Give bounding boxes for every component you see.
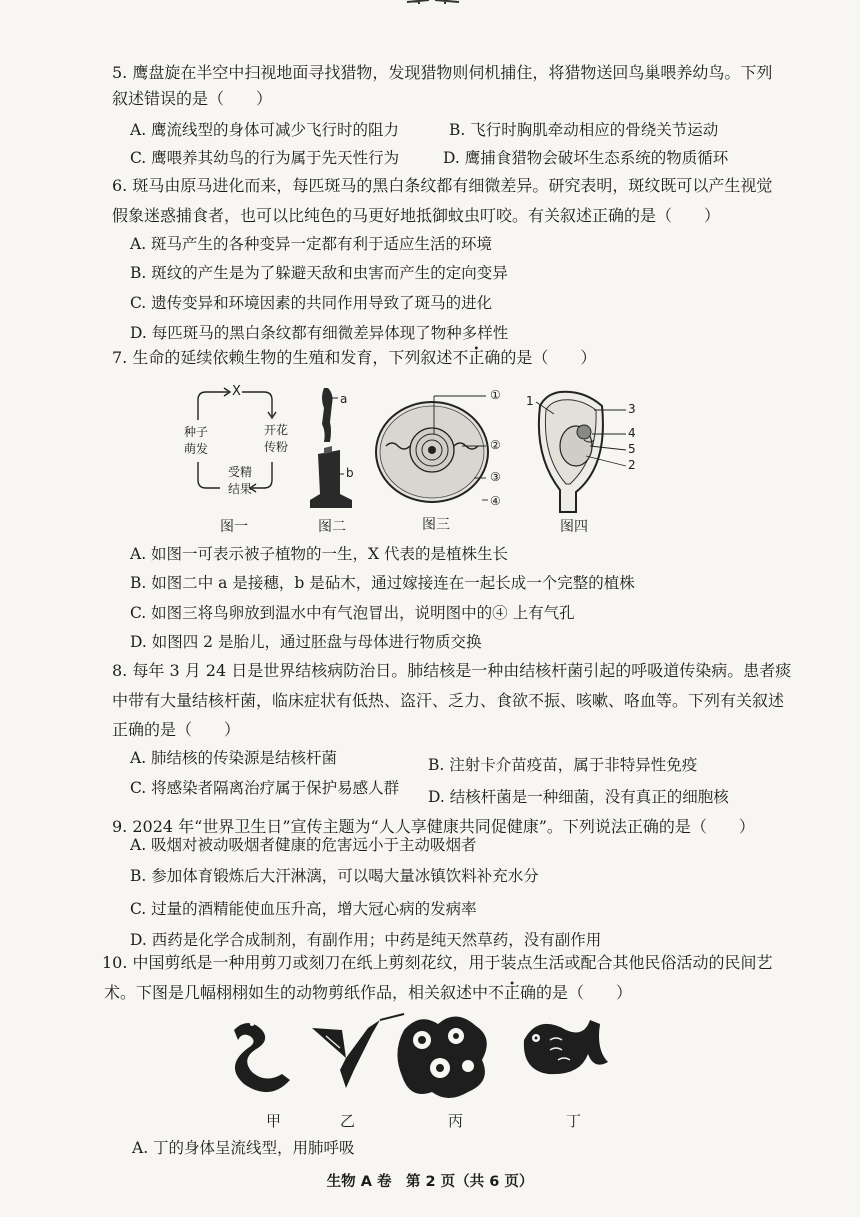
q9-option-b: B. 参加体育锻炼后大汗淋漓，可以喝大量冰镇饮料补充水分 [130, 867, 539, 885]
q6-option-a: A. 斑马产生的各种变异一定都有利于适应生活的环境 [130, 235, 493, 253]
q7-option-b: B. 如图二中 a 是接穗，b 是砧木，通过嫁接连在一起长成一个完整的植株 [130, 574, 635, 592]
q5-option-c: C. 鹰喂养其幼鸟的行为属于先天性行为 [130, 149, 400, 167]
q5-stem-line2: 叙述错误的是（ ） [112, 89, 273, 108]
q6-stem-line2: 假象迷惑捕食者，也可以比纯色的马更好地抵御蚊虫叮咬。有关叙述正确的是（ ） [112, 206, 721, 225]
fig4-label-1: 1 [526, 394, 534, 408]
fig3-label-1: ① [490, 388, 501, 402]
q10-stem-line1: 10. 中国剪纸是一种用剪刀或刻刀在纸上剪刻花纹，用于装点生活或配合其他民俗活动的民间艺 [102, 953, 773, 972]
q7-stem-pre: 7. 生命的延续依赖生物的生殖和发育，下列叙述 [112, 348, 453, 367]
fig3-label-2: ② [490, 438, 501, 452]
page-top-mark [405, 0, 461, 10]
fig4-caption: 图四 [560, 519, 588, 535]
q8-stem-line2: 中带有大量结核杆菌，临床症状有低热、盗汗、乏力、食欲不振、咳嗽、咯血等。下列有关叙述 [112, 691, 785, 710]
fig2-caption: 图二 [318, 519, 346, 535]
fig3-label-4: ④ [490, 494, 501, 508]
q5-option-a: A. 鹰流线型的身体可减少飞行时的阻力 [130, 121, 400, 139]
q8-option-b: B. 注射卡介苗疫苗，属于非特异性免疫 [428, 756, 698, 774]
q10-stem-pre: 术。下图是几幅栩栩如生的动物剪纸作品，相关叙述中 [104, 983, 489, 1002]
q7-stem [112, 343, 596, 373]
figure-4-fetus [524, 386, 644, 534]
fig4-label-2: 2 [628, 458, 636, 472]
paper-cut-label-2: 乙 [340, 1112, 356, 1130]
fig4-label-4: 4 [628, 426, 636, 440]
paper-cut-label-4: 丁 [566, 1112, 582, 1130]
paper-cut-label-1: 甲 [266, 1112, 282, 1130]
q6-option-c: C. 遗传变异和环境因素的共同作用导致了斑马的进化 [130, 294, 493, 312]
fig1-caption: 图一 [220, 519, 248, 535]
q10-option-a: A. 丁的身体呈流线型，用肺呼吸 [132, 1139, 355, 1157]
q9-option-c: C. 过量的酒精能使血压升高，增大冠心病的发病率 [130, 900, 477, 918]
fig4-label-3: 3 [628, 402, 636, 416]
q7-stem-post: 的是（ ） [500, 348, 597, 367]
fig3-caption: 图三 [422, 517, 450, 533]
paper-cut-fish [524, 1020, 608, 1074]
q8-stem-line3: 正确的是（ ） [112, 720, 241, 739]
fig3-label-3: ③ [490, 470, 501, 484]
q10-stem-line2 [104, 978, 632, 1008]
fig1-top-label: X [232, 384, 241, 399]
figure-3-bird-egg [374, 390, 510, 532]
q7-option-a: A. 如图一可表示被子植物的一生，X 代表的是植株生长 [130, 545, 509, 563]
q5-option-d: D. 鹰捕食猎物会破坏生态系统的物质循环 [443, 149, 729, 167]
fig1-bottom-label: 受精 结果 [228, 465, 253, 496]
q8-option-d: D. 结核杆菌是一种细菌，没有真正的细胞核 [428, 788, 729, 806]
fig1-left-label: 种子 萌发 [184, 425, 209, 456]
q8-option-c: C. 将感染者隔离治疗属于保护易感人群 [130, 779, 400, 797]
paper-cut-bird [312, 1014, 404, 1088]
q6-stem-line1: 6. 斑马由原马进化而来，每匹斑马的黑白条纹都有细微差异。研究表明，斑纹既可以产生视觉 [112, 176, 773, 195]
q9-stem: 9. 2024 年“世界卫生日”宣传主题为“人人享健康共同促健康”。下列说法正确的是（ ） [112, 817, 755, 836]
q9-option-d: D. 西药是化学合成制剂，有副作用；中药是纯天然草药，没有副作用 [130, 931, 602, 949]
paper-cut-label-3: 丙 [448, 1112, 464, 1130]
q10-stem-post: 的是（ ） [536, 983, 633, 1002]
page-footer: 生物 A 卷 第 2 页（共 6 页） [326, 1174, 534, 1190]
fig2-label-a: a [340, 392, 348, 406]
paper-cut-flower-pattern [397, 1016, 486, 1098]
figure-1-life-cycle [180, 380, 290, 535]
q6-option-d: D. 每匹斑马的黑白条纹都有细微差异体现了物种多样性 [130, 324, 509, 342]
q7-stem-emphasis: 不正确 [452, 348, 501, 367]
figure-2-grafting [300, 384, 360, 534]
q9-option-a: A. 吸烟对被动吸烟者健康的危害远小于主动吸烟者 [130, 836, 477, 854]
fig2-label-b: b [346, 466, 354, 480]
q7-option-d: D. 如图四 2 是胎儿，通过胚盘与母体进行物质交换 [130, 633, 482, 651]
q8-option-a: A. 肺结核的传染源是结核杆菌 [130, 749, 338, 767]
q5-stem-line1: 5. 鹰盘旋在半空中扫视地面寻找猎物，发现猎物则伺机捕住，将猎物送回鸟巢喂养幼鸟。下列 [112, 63, 773, 82]
q7-option-c: C. 如图三将鸟卵放到温水中有气泡冒出，说明图中的④ 上有气孔 [130, 604, 575, 622]
fig4-label-5: 5 [628, 442, 636, 456]
q10-stem-emphasis: 不正确 [488, 983, 537, 1002]
paper-cut-figures [214, 1010, 614, 1130]
q5-option-b: B. 飞行时胸肌牵动相应的骨绕关节运动 [449, 121, 719, 139]
fig1-right-label: 开花 传粉 [264, 423, 289, 454]
q6-option-b: B. 斑纹的产生是为了躲避天敌和虫害而产生的定向变异 [130, 264, 508, 282]
q8-stem-line1: 8. 每年 3 月 24 日是世界结核病防治日。肺结核是一种由结核杆菌引起的呼吸道传染病。患者痰 [112, 661, 792, 680]
paper-cut-snake [234, 1022, 290, 1092]
